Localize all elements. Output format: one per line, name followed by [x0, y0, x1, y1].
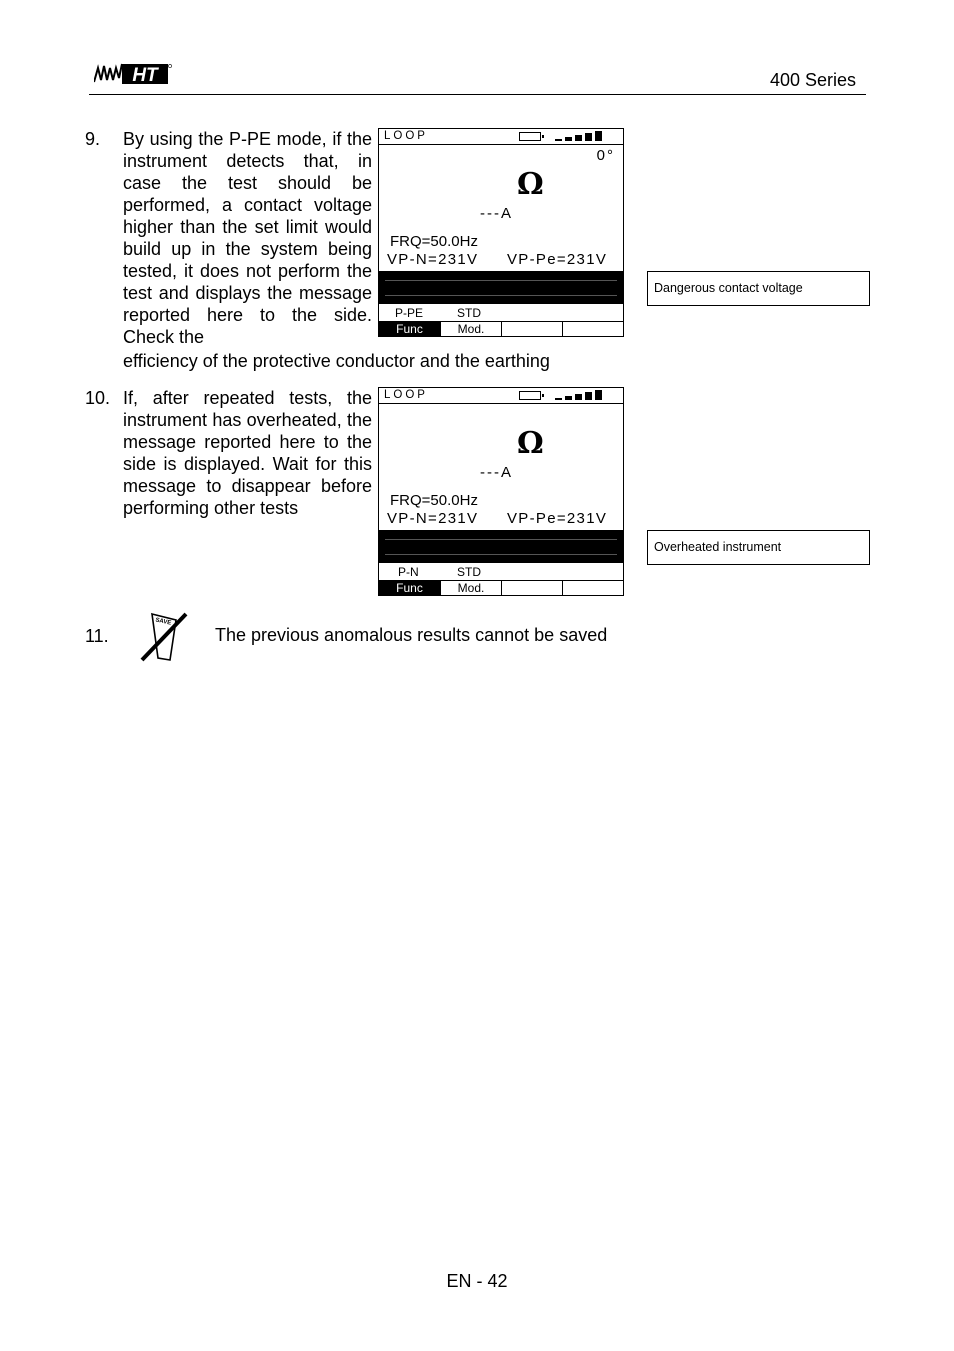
lcd-screen-dangerous-voltage [378, 128, 624, 337]
item-9-text: By using the P-PE mode, if the instrument detects that, in case the test should be performed, a contact voltage higher than the set limit would build up in the system being tested, it does not perform the test and displays the message reported here to the side. Check the [123, 129, 372, 347]
item-10-text: If, after repeated tests, the instrument has overheated, the message reported here to the side is displayed. Wait for this message to disappear before performing other tests [123, 388, 372, 518]
battery-icon [519, 132, 541, 141]
lcd-message-bar [379, 271, 623, 304]
ohm-symbol: Ω [517, 167, 544, 202]
item-11-text: The previous anomalous results cannot be saved [215, 625, 608, 645]
softkey-3[interactable] [502, 322, 563, 337]
lcd-vp-n: VP-N=231V [387, 251, 479, 268]
ohm-symbol: Ω [517, 426, 544, 461]
lcd-vp-pe: VP-Pe=231V [507, 251, 608, 268]
save-disabled-icon [136, 610, 194, 664]
lcd-current: ---A [480, 464, 513, 481]
softkey-4[interactable] [563, 581, 623, 596]
battery-icon [519, 391, 541, 400]
page-number: EN - 42 [446, 1271, 508, 1291]
lcd-standard: STD [457, 565, 481, 579]
lcd-vp-pe: VP-Pe=231V [507, 510, 608, 527]
callout-dangerous-voltage [647, 271, 870, 306]
header-rule [89, 94, 866, 95]
lcd-standard: STD [457, 306, 481, 320]
lcd-mode: P-N [398, 565, 419, 579]
softkey-func[interactable]: Func [379, 322, 441, 337]
callout-overheated [647, 530, 870, 565]
softkey-mod[interactable]: Mod. [441, 322, 502, 337]
lcd-title: LOOP [384, 130, 428, 142]
ht-logo [94, 62, 172, 88]
lcd-softkeys [379, 580, 623, 596]
lcd-title-row [379, 388, 623, 404]
lcd-frequency: FRQ=50.0Hz [390, 233, 478, 250]
lcd-current: ---A [480, 205, 513, 222]
softkey-func[interactable]: Func [379, 581, 441, 596]
callout-text: Overheated instrument [654, 540, 782, 554]
lcd-vp-n: VP-N=231V [387, 510, 479, 527]
lcd-title: LOOP [384, 389, 428, 401]
item-9-text-tail: efficiency of the protective conductor and the earthing [123, 351, 550, 371]
softkey-4[interactable] [563, 322, 623, 337]
lcd-softkeys [379, 321, 623, 337]
callout-text: Dangerous contact voltage [654, 281, 803, 295]
lcd-title-row [379, 129, 623, 145]
item-10-number: 10. [85, 388, 111, 408]
softkey-mod[interactable]: Mod. [441, 581, 502, 596]
lcd-frequency: FRQ=50.0Hz [390, 492, 478, 509]
series-label: 400 Series [770, 70, 857, 90]
lcd-message-bar [379, 530, 623, 563]
save-icon-label: SAVE [154, 617, 172, 627]
lcd-angle: 0° [596, 147, 615, 164]
item-11-number: 11. [85, 626, 109, 646]
logo-text: HT [132, 65, 158, 86]
item-9-number: 9. [85, 129, 101, 149]
softkey-3[interactable] [502, 581, 563, 596]
lcd-mode: P-PE [395, 306, 424, 320]
lcd-screen-overheated [378, 387, 624, 596]
